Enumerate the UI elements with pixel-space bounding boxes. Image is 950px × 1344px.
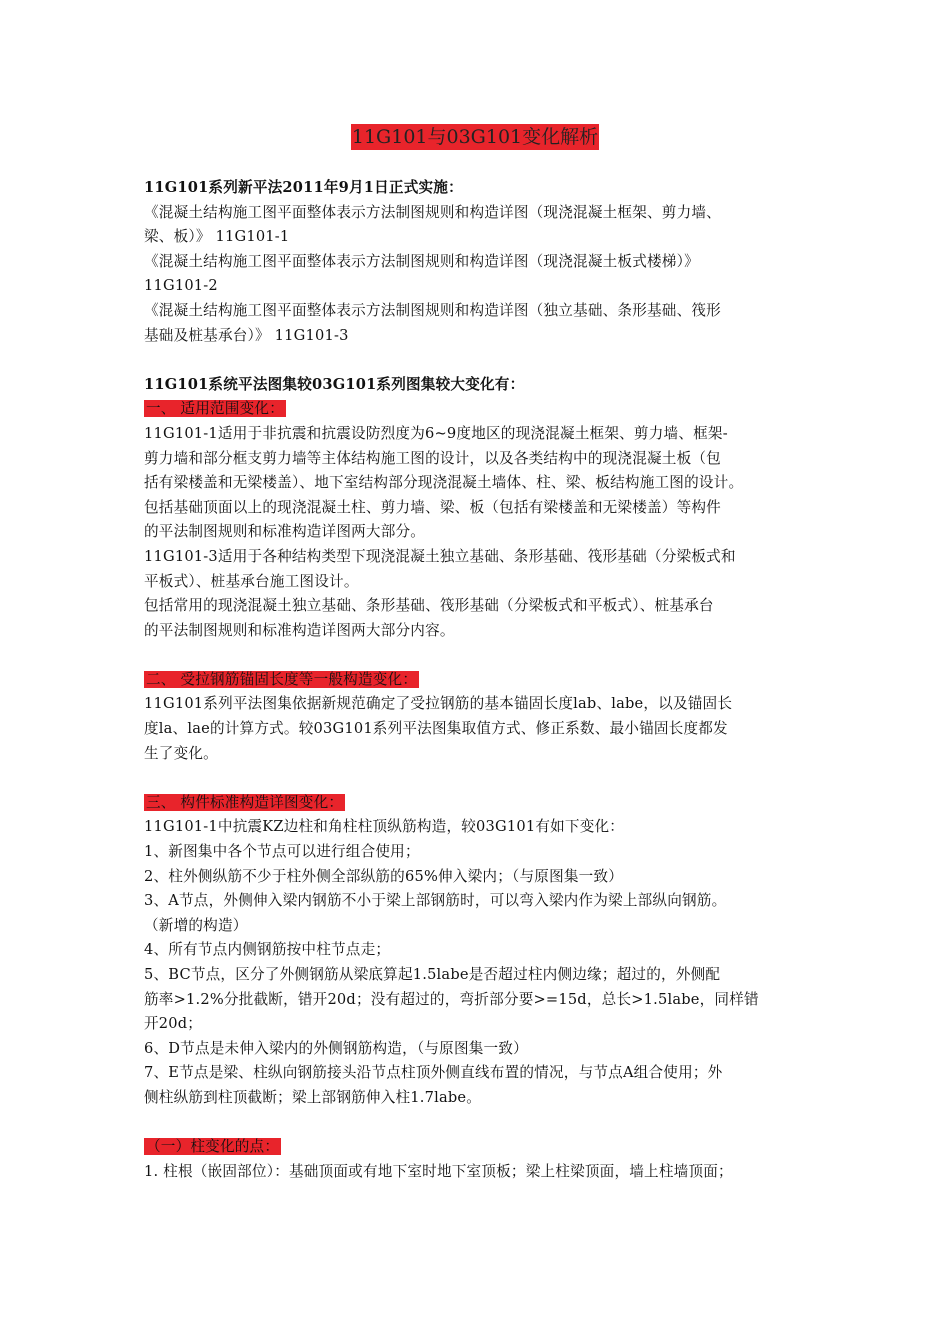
bold-paragraph-line: 11G101系统平法图集较03G101系列图集较大变化有：	[144, 375, 525, 393]
paragraph-line: 平板式）、桩基承台施工图设计。	[144, 572, 359, 590]
section-heading	[144, 668, 814, 693]
section-heading-text: 一、 适用范围变化：	[146, 400, 284, 418]
paragraph-line: 6、D节点是未伸入梁内的外侧钢筋构造，（与原图集一致）	[144, 1039, 528, 1057]
paragraph-line: 11G101-2	[144, 277, 218, 295]
paragraph-line: 11G101-1中抗震KZ边柱和角柱柱顶纵筋构造，较03G101有如下变化：	[144, 818, 625, 836]
title-container	[0, 124, 950, 150]
paragraph-line: （新增的构造）	[144, 916, 248, 934]
paragraph-line: 括有梁楼盖和无梁楼盖）、地下室结构部分现浇混凝土墙体、柱、梁、板结构施工图的设计。	[144, 474, 744, 492]
paragraph-line: 侧柱纵筋到柱顶截断；梁上部钢筋伸入柱1.7labe。	[144, 1088, 482, 1106]
document-title: 11G101与03G101变化解析	[351, 126, 599, 148]
paragraph-line: 度la、lae的计算方式。较03G101系列平法图集取值方式、修正系数、最小锚固长度都发	[144, 720, 728, 738]
blank-line	[144, 643, 814, 668]
paragraph-line: 1. 柱根（嵌固部位）：基础顶面或有地下室时地下室顶板；梁上柱梁顶面，墙上柱墙顶面；	[144, 1162, 733, 1180]
paragraph-line: 11G101系列平法图集依据新规范确定了受拉钢筋的基本锚固长度lab、labe，以及锚固长	[144, 695, 733, 713]
paragraph-line: 4、所有节点内侧钢筋按中柱节点走；	[144, 941, 391, 959]
blank-line	[144, 1111, 814, 1136]
section-heading	[144, 1135, 814, 1160]
paragraph-line: 2、柱外侧纵筋不少于柱外侧全部纵筋的65%伸入梁内；（与原图集一致）	[144, 867, 624, 885]
paragraph-line: 的平法制图规则和标准构造详图两大部分内容。	[144, 621, 455, 639]
section-heading-text: 三、 构件标准构造详图变化：	[146, 793, 344, 811]
bold-paragraph-line: 11G101系列新平法2011年9月1日正式实施：	[144, 179, 463, 196]
paragraph-line: 包括常用的现浇混凝土独立基础、条形基础、筏形基础（分梁板式和平板式）、桩基承台	[144, 597, 714, 615]
paragraph-line: 《混凝土结构施工图平面整体表示方法制图规则和构造详图（独立基础、条形基础、筏形	[144, 301, 721, 319]
paragraph-line: 《混凝土结构施工图平面整体表示方法制图规则和构造详图（现浇混凝土板式楼梯）》	[144, 252, 699, 270]
section-heading	[144, 791, 814, 816]
paragraph-line: 剪力墙和部分框支剪力墙等主体结构施工图的设计，以及各类结构中的现浇混凝土板（包	[144, 449, 721, 467]
paragraph-line: 生了变化。	[144, 744, 218, 762]
paragraph-line: 11G101-1适用于非抗震和抗震设防烈度为6~9度地区的现浇混凝土框架、剪力墙、框架-	[144, 424, 728, 442]
paragraph-line: 1、新图集中各个节点可以进行组合使用；	[144, 843, 420, 861]
section-heading-text: （一）柱变化的点：	[146, 1138, 280, 1156]
paragraph-line: 梁、板）》 11G101-1	[144, 228, 290, 246]
section-heading-text: 二、 受拉钢筋锚固长度等一般构造变化：	[146, 670, 418, 688]
paragraph-line: 筋率>1.2%分批截断，错开20d；没有超过的，弯折部分要>=15d，总长>1.5labe，同样错	[144, 990, 759, 1008]
paragraph-line: 开20d；	[144, 1015, 203, 1033]
section-heading	[144, 397, 814, 422]
blank-line	[144, 348, 814, 373]
paragraph-line: 5、BC节点，区分了外侧钢筋从梁底算起1.5labe是否超过柱内侧边缘；超过的，外侧配	[144, 966, 721, 983]
document-body	[144, 176, 814, 1184]
paragraph-line: 包括基础顶面以上的现浇混凝土柱、剪力墙、梁、板（包括有梁楼盖和无梁楼盖）等构件	[144, 498, 721, 516]
paragraph-line: 《混凝土结构施工图平面整体表示方法制图规则和构造详图（现浇混凝土框架、剪力墙、	[144, 203, 721, 221]
paragraph-line: 7、E节点是梁、柱纵向钢筋接头沿节点柱顶外侧直线布置的情况，与节点A组合使用；外	[144, 1064, 723, 1082]
paragraph-line: 3、A节点，外侧伸入梁内钢筋不小于梁上部钢筋时，可以弯入梁内作为梁上部纵向钢筋。	[144, 892, 727, 910]
blank-line	[144, 766, 814, 791]
paragraph-line: 基础及桩基承台）》 11G101-3	[144, 326, 349, 344]
paragraph-line: 的平法制图规则和标准构造详图两大部分。	[144, 523, 426, 541]
paragraph-line: 11G101-3适用于各种结构类型下现浇混凝土独立基础、条形基础、筏形基础（分梁板式和	[144, 547, 736, 565]
